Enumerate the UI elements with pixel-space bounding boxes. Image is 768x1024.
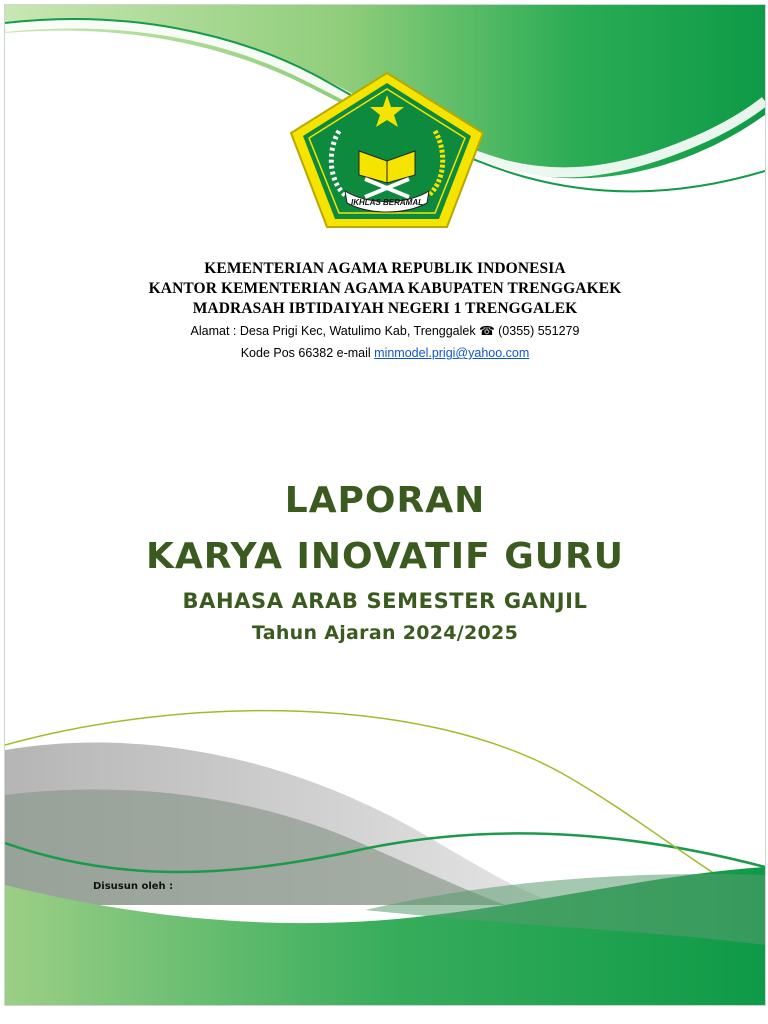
- header-postal: Kode Pos 66382 e-mail: [240, 346, 371, 360]
- ministry-logo: [287, 71, 487, 231]
- cover-page: [4, 4, 766, 1006]
- title-laporan: LAPORAN: [284, 480, 486, 521]
- title-subject: BAHASA ARAB SEMESTER GANJIL: [182, 589, 588, 613]
- header-ministry: KEMENTERIAN AGAMA REPUBLIK INDONESIA: [204, 260, 566, 277]
- header-postal-email: [4, 342, 766, 364]
- title-karya: KARYA INOVATIF GURU: [146, 536, 624, 577]
- header-address: Alamat : Desa Prigi Kec, Watulimo Kab, Trenggalek ☎ (0355) 551279: [190, 324, 580, 338]
- author-label: Disusun oleh :: [93, 881, 174, 892]
- institution-header: [4, 259, 766, 364]
- title-year: Tahun Ajaran 2024/2025: [251, 622, 519, 644]
- header-office: KANTOR KEMENTERIAN AGAMA KABUPATEN TRENGGAKEK: [148, 280, 622, 297]
- report-title-block: [4, 477, 766, 648]
- logo-motto: IKHLAS BERAMAL: [351, 198, 423, 207]
- email-link[interactable]: minmodel.prigi@yahoo.com: [374, 346, 530, 360]
- header-school: MADRASAH IBTIDAIYAH NEGERI 1 TRENGGALEK: [192, 300, 578, 317]
